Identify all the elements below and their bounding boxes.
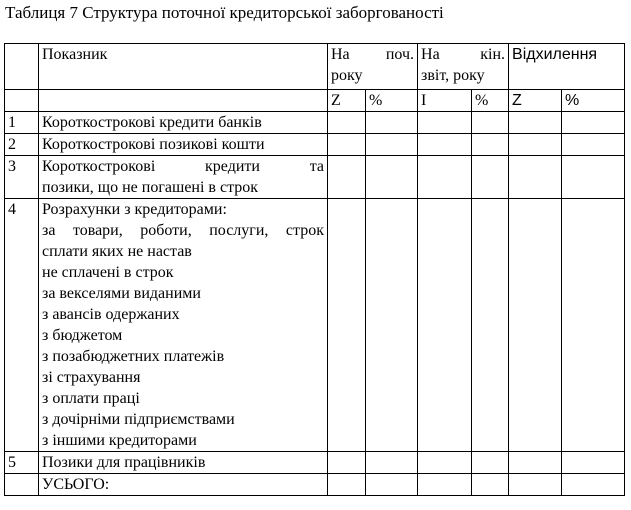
row-indicator-line: за товари, роботи, послуги, строк: [42, 222, 324, 239]
cell-end-sum: [418, 452, 472, 474]
cell-start-sum: [328, 156, 366, 199]
cell-dev-sum: [509, 112, 562, 134]
row-indicator-line: з авансів одержаних: [42, 306, 180, 323]
cell-start-sum: [328, 474, 366, 496]
cell-end-sum: [418, 474, 472, 496]
table-row: [5, 134, 625, 156]
cell-start-sum: [328, 112, 366, 134]
cell-start-pct: [366, 134, 418, 156]
row-indicator-line: з дочірніми підприємствами: [42, 411, 235, 428]
row-number: 4: [5, 199, 39, 452]
cell-start-sum: [328, 199, 366, 452]
row-indicator-line: з бюджетом: [42, 327, 123, 344]
row-number: 3: [5, 156, 39, 199]
row-number: [5, 474, 39, 496]
table-row: [5, 112, 625, 134]
cell-dev-sum: [509, 452, 562, 474]
subheader-empty-indicator: [39, 90, 328, 112]
cell-dev-sum: [509, 199, 562, 452]
header-end-of-period: [418, 44, 509, 90]
table-body: [5, 112, 625, 496]
cell-dev-pct: [562, 199, 625, 452]
cell-start-sum: [328, 452, 366, 474]
header-number-cell: [5, 44, 39, 90]
subheader-start-pct: %: [366, 90, 418, 112]
row-indicator-line: сплати яких не настав: [42, 243, 192, 260]
cell-end-pct: [472, 134, 509, 156]
cell-end-sum: [418, 112, 472, 134]
cell-end-sum: [418, 199, 472, 452]
cell-start-pct: [366, 112, 418, 134]
table-row: [5, 156, 625, 199]
cell-end-pct: [472, 112, 509, 134]
cell-end-sum: [418, 156, 472, 199]
row-indicator-line: Короткострокові позикові кошти: [42, 136, 265, 153]
subheader-empty-number: [5, 90, 39, 112]
table-row: [5, 452, 625, 474]
subheader-dev-sum: Z: [509, 90, 562, 112]
row-indicator-line: з іншими кредиторами: [42, 432, 197, 449]
row-indicator: [39, 199, 328, 452]
header-indicator: Показник: [39, 44, 328, 90]
cell-start-pct: [366, 199, 418, 452]
row-indicator: [39, 452, 328, 474]
cell-end-pct: [472, 474, 509, 496]
row-indicator: [39, 134, 328, 156]
row-indicator-line: за векселями виданими: [42, 285, 201, 302]
row-indicator-line: з оплати праці: [42, 390, 140, 407]
row-number: 5: [5, 452, 39, 474]
row-indicator: [39, 474, 328, 496]
cell-start-pct: [366, 452, 418, 474]
cell-dev-pct: [562, 134, 625, 156]
table-row: [5, 199, 625, 452]
cell-start-pct: [366, 474, 418, 496]
row-indicator-line: Позики для працівників: [42, 454, 206, 471]
header-row: [5, 44, 625, 90]
subheader-end-pct: %: [472, 90, 509, 112]
cell-dev-pct: [562, 156, 625, 199]
cell-end-pct: [472, 156, 509, 199]
cell-dev-pct: [562, 112, 625, 134]
cell-dev-sum: [509, 474, 562, 496]
row-indicator-line: УСЬОГО:: [42, 476, 110, 493]
table-title: Таблиця 7 Структура поточної кредиторської заборгованості: [5, 3, 444, 22]
cell-end-sum: [418, 134, 472, 156]
subheader-dev-pct: %: [562, 90, 625, 112]
subheader-end-sum: I: [418, 90, 472, 112]
cell-dev-pct: [562, 474, 625, 496]
header-start-line1: На поч.: [331, 46, 415, 63]
header-start-of-year: [328, 44, 418, 90]
row-number: 1: [5, 112, 39, 134]
cell-dev-sum: [509, 134, 562, 156]
row-indicator: [39, 156, 328, 199]
cell-end-pct: [472, 199, 509, 452]
row-indicator-line: з позабюджетних платежів: [42, 348, 225, 365]
header-end-line1: На кін.: [421, 46, 506, 63]
cell-dev-sum: [509, 156, 562, 199]
cell-start-pct: [366, 156, 418, 199]
payables-structure-table: [4, 43, 625, 496]
row-indicator-line: позики, що не погашені в строк: [42, 179, 259, 196]
table-row: [5, 474, 625, 496]
row-indicator-line: зі страхування: [42, 369, 141, 386]
cell-end-pct: [472, 452, 509, 474]
row-indicator-line: Короткострокові кредити та: [42, 158, 324, 175]
row-number: 2: [5, 134, 39, 156]
header-start-line2: року: [331, 67, 363, 84]
row-indicator-line: Короткострокові кредити банків: [42, 114, 262, 131]
row-indicator: [39, 112, 328, 134]
row-indicator-line: Розрахунки з кредиторами:: [42, 201, 227, 218]
row-indicator-line: не сплачені в строк: [42, 264, 174, 281]
header-deviation: Відхилення: [509, 44, 625, 90]
cell-start-sum: [328, 134, 366, 156]
header-end-line2: звіт, року: [421, 67, 485, 84]
subheader-start-sum: Z: [328, 90, 366, 112]
cell-dev-pct: [562, 452, 625, 474]
subheader-row: [5, 90, 625, 112]
